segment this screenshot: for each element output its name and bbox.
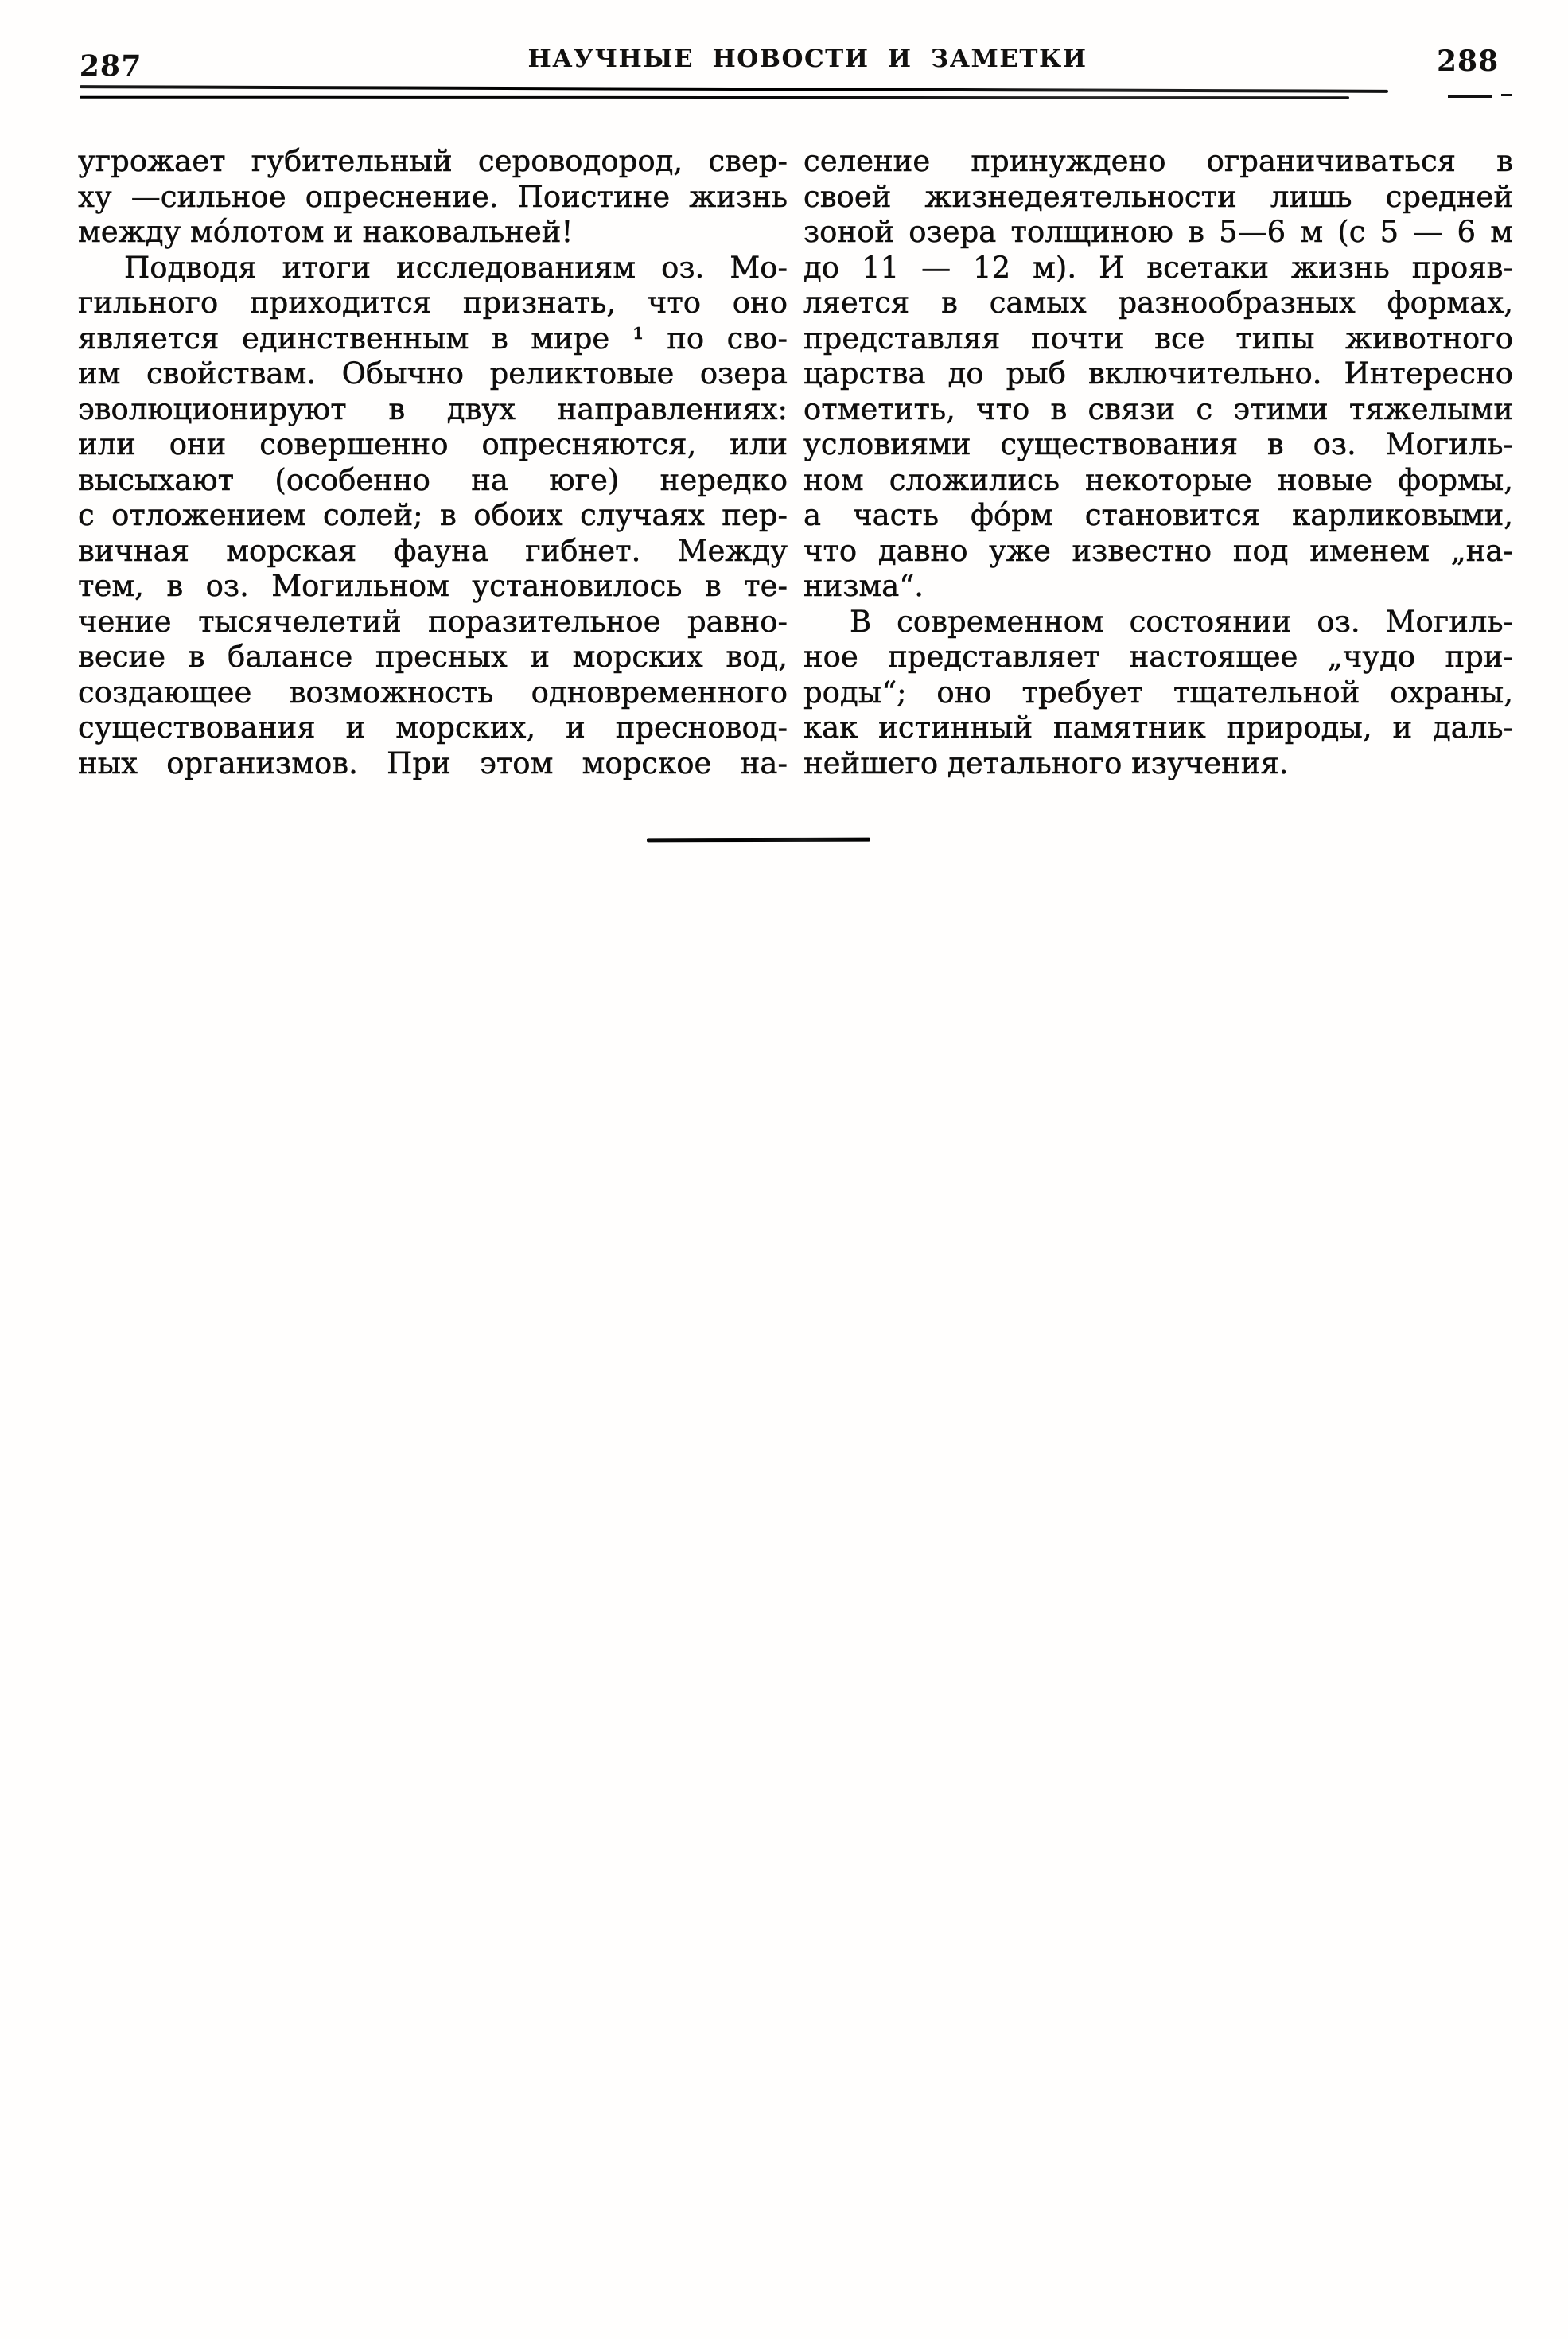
text-line: своей жизнедеятельности лишь средней [803, 179, 1513, 214]
text-line: ное представляет настоящее „чудо при- [803, 640, 1513, 674]
text-line: с отложением солей; в обоих случаях пер- [78, 498, 788, 532]
text-line: или они совершенно опресняются, или [78, 427, 788, 461]
text-line: представляя почти все типы животного [803, 321, 1513, 356]
text-line: является единственным в мире ¹ по сво- [78, 321, 788, 356]
header-rule-bottom-line [80, 96, 1349, 99]
text-line: роды“; оно требует тщательной охраны, [803, 675, 1513, 710]
text-line: высыхают (особенно на юге) нередко [78, 462, 788, 497]
text-line: нейшего детального изучения. [803, 745, 1289, 780]
header-rule-dash [1448, 95, 1492, 98]
header-rule-dash-small [1501, 94, 1512, 96]
text-line: создающее возможность одновременного [78, 675, 788, 710]
text-line: ном сложились некоторые новые формы, [803, 462, 1513, 497]
text-line: царства до рыб включительно. Интересно [803, 356, 1513, 391]
text-line: как истинный памятник природы, и даль- [803, 710, 1513, 745]
text-line: эволюционируют в двух направлениях: [78, 391, 788, 426]
text-line: что давно уже известно под именем „на- [803, 533, 1513, 568]
text-line: гильного приходится признать, что оно [78, 286, 788, 320]
text-line: низма“. [803, 569, 924, 603]
text-line: тем, в оз. Могильном установилось в те- [78, 569, 788, 603]
text-line: до 11 — 12 м). И всетаки жизнь прояв- [803, 250, 1513, 285]
text-line: условиями существования в оз. Могиль- [803, 427, 1513, 461]
text-line: вичная морская фауна гибнет. Между [78, 533, 788, 568]
header-rule-top-line [80, 85, 1388, 93]
text-line: зоной озера толщиною в 5—6 м (с 5 — 6 м [803, 215, 1513, 249]
section-divider-rule [647, 838, 870, 843]
text-line: чение тысячелетий поразительное равно- [78, 604, 788, 639]
right-text-column [803, 144, 1513, 781]
text-line: ных организмов. При этом морское на- [78, 745, 788, 780]
page-number-right: 288 [1437, 45, 1500, 78]
header-double-rule [80, 87, 1388, 103]
text-line: отметить, что в связи с этими тяжелыми [803, 391, 1513, 426]
text-line: им свойствам. Обычно реликтовые озера [78, 356, 788, 391]
left-text-column [78, 144, 788, 781]
text-line: Подводя итоги исследованиям оз. Мо- [124, 250, 788, 285]
text-line: а часть фо́рм становится карликовыми, [803, 498, 1513, 532]
text-line: весие в балансе пресных и морских вод, [78, 640, 788, 674]
text-line: В современном состоянии оз. Могиль- [850, 604, 1513, 639]
text-line: селение принуждено ограничиваться в [803, 144, 1513, 178]
text-line: между мо́лотом и наковальней! [78, 215, 574, 249]
text-line: угрожает губительный сероводород, свер- [78, 144, 788, 178]
page-number-left: 287 [79, 49, 142, 83]
text-line: существования и морских, и пресновод- [78, 710, 788, 745]
running-head-title: НАУЧНЫЕ НОВОСТИ И ЗАМЕТКИ [527, 45, 1087, 73]
text-line: ху —сильное опреснение. Поистине жизнь [78, 179, 788, 214]
text-line: ляется в самых разнообразных формах, [803, 286, 1513, 320]
